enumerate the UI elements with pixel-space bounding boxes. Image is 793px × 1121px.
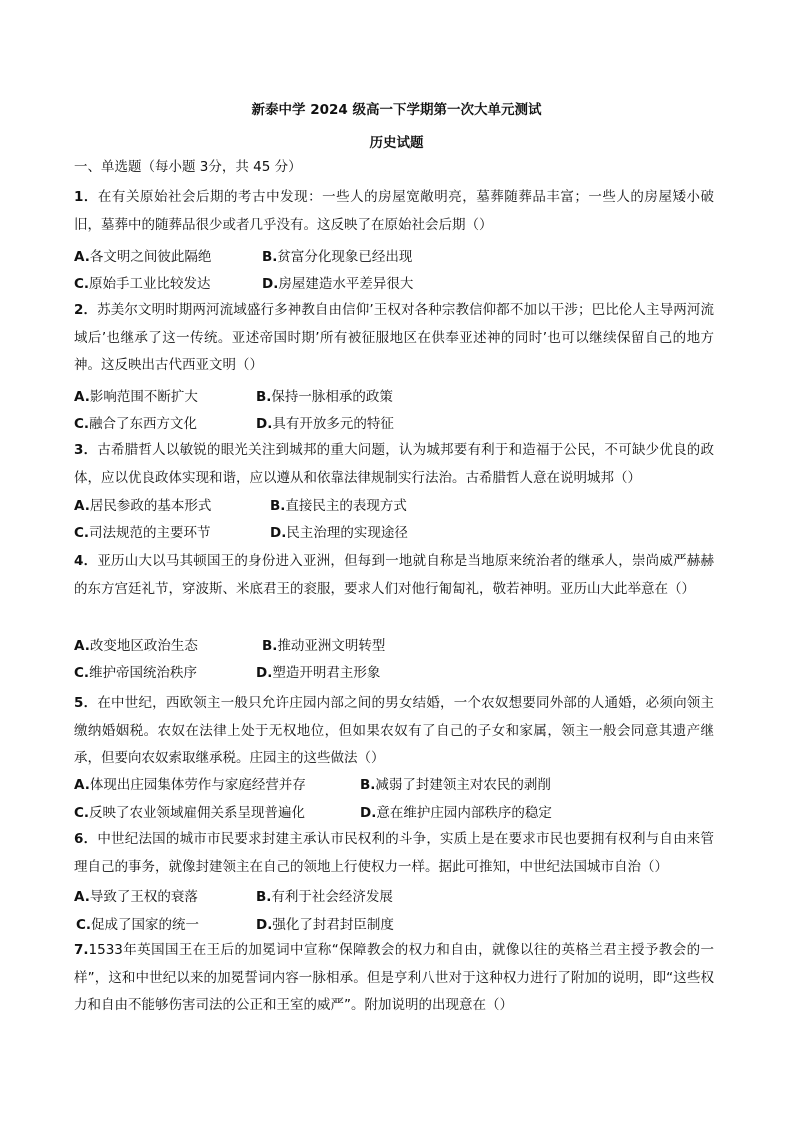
option-b[interactable]: B.保持一脉相承的政策 bbox=[256, 389, 393, 405]
question-text: 苏美尔文明时期两河流域盛行多神教自由信仰’王权对各种宗教信仰都不加以干涉；巴比伦人主导两河流域后’也继承了这一传统。亚述帝国时期’所有被征服地区在供奉亚述神的同时’也可以继续保留自己的地方神。这反映出古代西亚文明（） bbox=[74, 302, 714, 373]
option-c[interactable]: C.司法规范的主要环节 bbox=[74, 525, 211, 541]
options-row bbox=[74, 494, 714, 521]
question-text: 中世纪法国的城市市民要求封建主承认市民权利的斗争，实质上是在要求市民也要拥有权利与自由来管理自己的事务，就像封建领主在自己的领地上行使权力一样。据此可推知，中世纪法国城市自治（） bbox=[74, 831, 714, 875]
question-3 bbox=[74, 437, 714, 492]
options-row bbox=[74, 801, 714, 828]
option-b[interactable]: B.减弱了封建领主对农民的剥削 bbox=[360, 777, 551, 793]
options-row bbox=[74, 634, 714, 661]
question-1 bbox=[74, 184, 714, 239]
options-row bbox=[74, 661, 714, 688]
option-d[interactable]: D.民主治理的实现途径 bbox=[270, 525, 408, 541]
option-a[interactable]: A.各文明之间彼此隔绝 bbox=[74, 249, 212, 265]
question-number: 2． bbox=[74, 302, 98, 318]
option-c[interactable]: C.融合了东西方文化 bbox=[74, 416, 198, 432]
question-text: 1533年英国国王在王后的加冕词中宣称“保障教会的权力和自由，就像以往的英格兰君主授予教会的一样”，这和中世纪以来的加冕誓词内容一脉相承。但是亨利八世对于这种权力进行了附加的说明，即“这些权力和自由不能够伤害司法的公正和王室的威严”。附加说明的出现意在（） bbox=[74, 942, 714, 1013]
question-7 bbox=[74, 937, 714, 1020]
question-number: 4． bbox=[74, 553, 98, 569]
question-4 bbox=[74, 548, 714, 603]
question-2 bbox=[74, 297, 714, 380]
option-d[interactable]: D.具有开放多元的特征 bbox=[256, 416, 394, 432]
options-row bbox=[74, 773, 714, 800]
option-c[interactable]: C.促成了国家的统一 bbox=[76, 917, 200, 933]
option-a[interactable]: A.居民参政的基本形式 bbox=[74, 498, 212, 514]
question-text: 亚历山大以马其顿国王的身份进入亚洲，但每到一地就自称是当地原来统治者的继承人，崇尚威严赫赫的东方宫廷礼节，穿波斯、米底君王的衮服，要求人们对他行匍匐礼，敬若神明。亚历山大此举意在（） bbox=[74, 553, 714, 597]
question-text: 古希腊哲人以敏锐的眼光关注到城邦的重大问题，认为城邦要有利于和造福于公民，不可缺少优良的政体，应以优良政体实现和谐，应以遵从和依靠法律规制实行法治。古希腊哲人意在说明城邦（） bbox=[74, 442, 714, 486]
option-b[interactable]: B.直接民主的表现方式 bbox=[270, 498, 407, 514]
option-d[interactable]: D.强化了封君封臣制度 bbox=[256, 917, 394, 933]
option-c[interactable]: C.原始手工业比较发达 bbox=[74, 276, 211, 292]
option-a[interactable]: A.改变地区政治生态 bbox=[74, 638, 198, 654]
options-row bbox=[74, 913, 714, 940]
option-d[interactable]: D.塑造开明君主形象 bbox=[256, 665, 381, 681]
option-d[interactable]: D.意在维护庄园内部秩序的稳定 bbox=[360, 805, 552, 821]
option-c[interactable]: C.维护帝国统治秩序 bbox=[74, 665, 198, 681]
question-number: 6． bbox=[74, 831, 98, 847]
question-number: 5． bbox=[74, 695, 98, 711]
option-b[interactable]: B.有利于社会经济发展 bbox=[256, 889, 393, 905]
option-a[interactable]: A.影响范围不断扩大 bbox=[74, 389, 198, 405]
question-text: 在中世纪，西欧领主一般只允许庄园内部之间的男女结婚，一个农奴想要同外部的人通婚，必须向领主缴纳婚姻税。农奴在法律上处于无权地位，但如果农奴有了自己的子女和家属，领主一般会同意其遗产继承，但要向农奴索取继承税。庄园主的这些做法（） bbox=[74, 695, 714, 766]
options-row bbox=[74, 885, 714, 912]
question-5 bbox=[74, 690, 714, 773]
options-row bbox=[74, 521, 714, 548]
section-heading: 一、单选题（每小题 3分，共 45 分） bbox=[74, 159, 302, 175]
options-row bbox=[74, 412, 714, 439]
question-number: 3． bbox=[74, 442, 98, 458]
question-number: 1． bbox=[74, 189, 98, 205]
option-a[interactable]: A.导致了王权的衰落 bbox=[74, 889, 198, 905]
option-a[interactable]: A.体现出庄园集体劳作与家庭经营并存 bbox=[74, 777, 306, 793]
exam-subject: 历史试题 bbox=[369, 135, 424, 151]
option-d[interactable]: D.房屋建造水平差异很大 bbox=[262, 276, 414, 292]
question-number: 7. bbox=[74, 942, 89, 958]
exam-title: 新泰中学 2024 级高一下学期第一次大单元测试 bbox=[251, 102, 542, 118]
options-row bbox=[74, 385, 714, 412]
option-c[interactable]: C.反映了农业领域雇佣关系呈现普遍化 bbox=[74, 805, 306, 821]
options-row bbox=[74, 245, 714, 272]
options-row bbox=[74, 272, 714, 299]
question-text: 在有关原始社会后期的考古中发现：一些人的房屋宽敞明亮，墓葬随葬品丰富；一些人的房屋矮小破旧，墓葬中的随葬品很少或者几乎没有。这反映了在原始社会后期（） bbox=[74, 189, 714, 233]
option-b[interactable]: B.推动亚洲文明转型 bbox=[262, 638, 386, 654]
option-b[interactable]: B.贫富分化现象已经出现 bbox=[262, 249, 413, 265]
question-6 bbox=[74, 826, 714, 881]
